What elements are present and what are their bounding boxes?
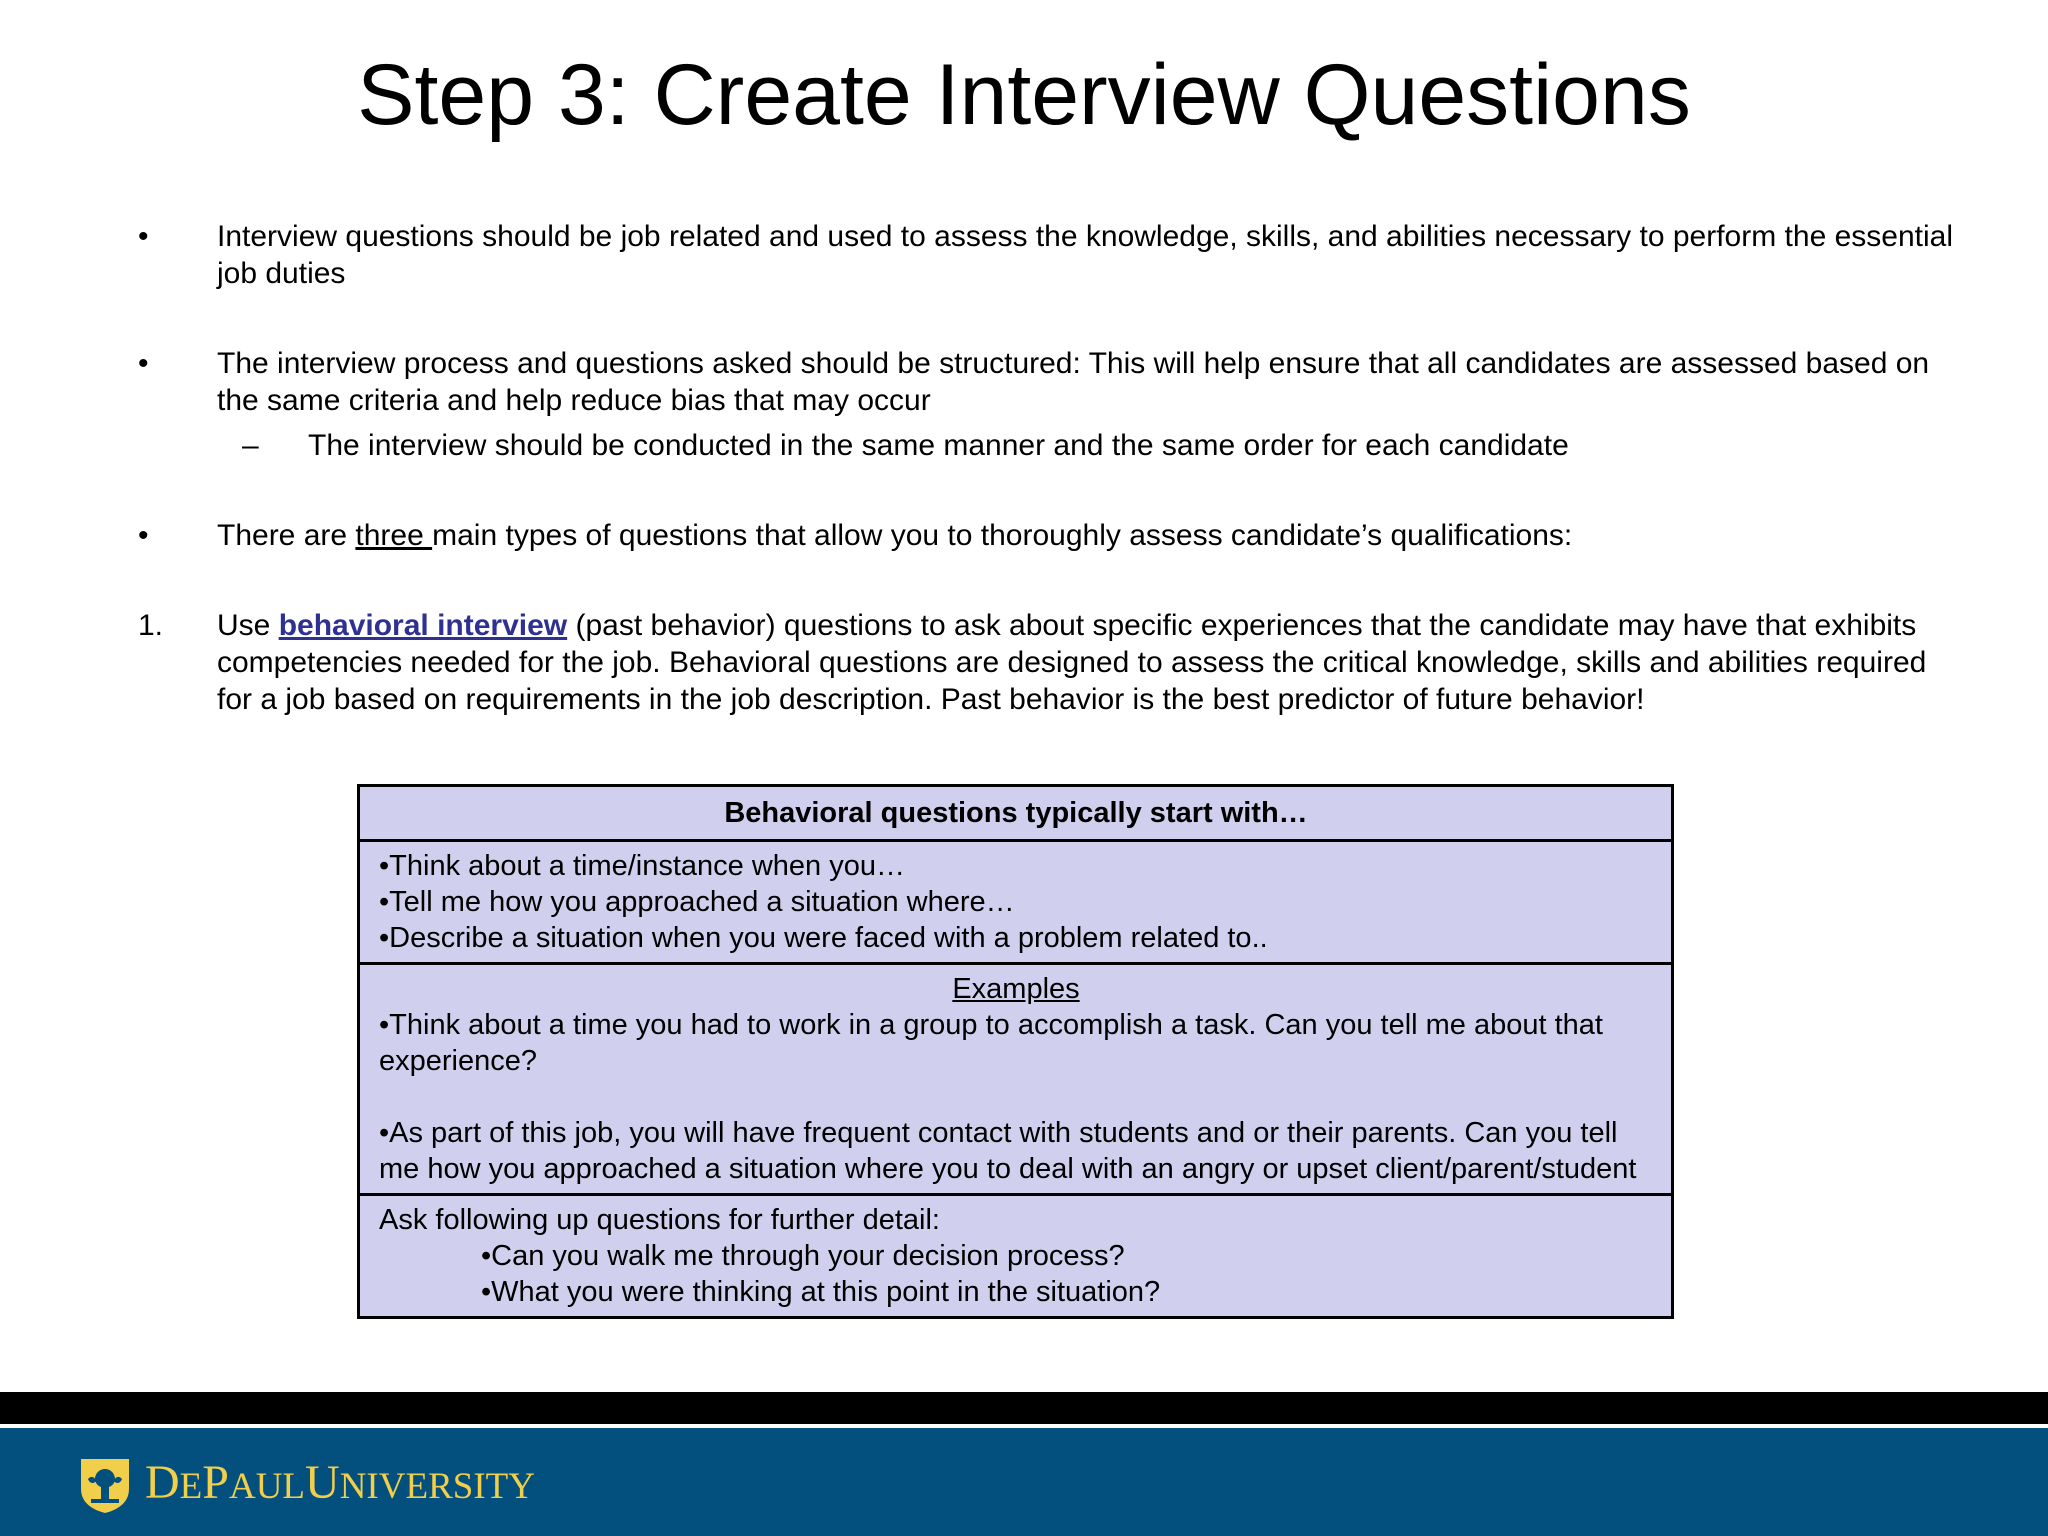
followup-item: •What you were thinking at this point in the situation? <box>481 1276 1161 1308</box>
depaul-logo <box>77 1455 535 1515</box>
bullet-text-pre: There are <box>217 519 356 552</box>
bullet-text <box>217 517 1968 554</box>
sub-bullet-marker: – <box>242 429 259 462</box>
numbered-item-text <box>217 607 1968 718</box>
starter-item: •Describe a situation when you were faced with a problem related to.. <box>379 922 1268 954</box>
starter-item: •Think about a time/instance when you… <box>379 850 905 882</box>
bullet-text-post: main types of questions that allow you to thoroughly assess candidate’s qualifications: <box>432 519 1573 552</box>
footer-black-band <box>0 1392 2048 1424</box>
bullet-text: The interview process and questions asked should be structured: This will help ensure that all candidates are assessed based on the same criteria and help reduce bias that may occur <box>217 347 1930 417</box>
behavioral-questions-table <box>357 784 1674 1319</box>
sub-bullet-text: The interview should be conducted in the same manner and the same order for each candidate <box>308 429 1569 462</box>
underlined-word: three <box>355 519 433 552</box>
example-item: •Think about a time you had to work in a group to accomplish a task. Can you tell me about that experience? <box>379 1009 1603 1077</box>
example-item: •As part of this job, you will have frequent contact with students and or their parents. Can you tell me how you approached a situation where you to deal with an angry or upset client/parent/student <box>379 1117 1637 1185</box>
starter-item: •Tell me how you approached a situation where… <box>379 886 1015 918</box>
logo-wordmark: DEPAULUNIVERSITY <box>145 1456 535 1509</box>
numbered-text-pre: Use <box>217 609 279 642</box>
examples-cell <box>359 964 1673 1195</box>
bullet-marker: • <box>138 347 149 380</box>
spacer <box>379 1079 1653 1115</box>
bullet-item <box>138 218 1968 292</box>
page-title: Step 3: Create Interview Questions <box>357 47 1691 143</box>
table-header: Behavioral questions typically start with… <box>359 786 1673 841</box>
number-marker: 1. <box>138 609 164 642</box>
examples-heading: Examples <box>952 973 1080 1005</box>
bullet-marker: • <box>138 519 149 552</box>
numbered-item <box>138 607 1968 718</box>
followup-cell <box>359 1195 1673 1318</box>
bullet-item <box>138 517 1968 554</box>
followup-intro: Ask following up questions for further detail: <box>379 1204 940 1236</box>
followup-item: •Can you walk me through your decision process? <box>481 1240 1125 1272</box>
bullet-item <box>138 345 1968 419</box>
behavioral-interview-link[interactable]: behavioral interview <box>278 609 568 642</box>
numbered-text-post: (past behavior) questions to ask about specific experiences that the candidate may have that exhibits competencies needed for the job. Behavioral questions are designed to assess the critical knowledge, skills and abilities required for a job based on requirements in the job description. Past behavior is the best predictor of future behavior! <box>217 609 1927 716</box>
depaul-shield-icon <box>77 1455 133 1515</box>
starters-cell <box>359 841 1673 964</box>
bullet-text: Interview questions should be job related and used to assess the knowledge, skills, and abilities necessary to perform the essential job duties <box>217 220 1953 290</box>
bullet-marker: • <box>138 220 149 253</box>
sub-bullet-item <box>238 427 1938 464</box>
